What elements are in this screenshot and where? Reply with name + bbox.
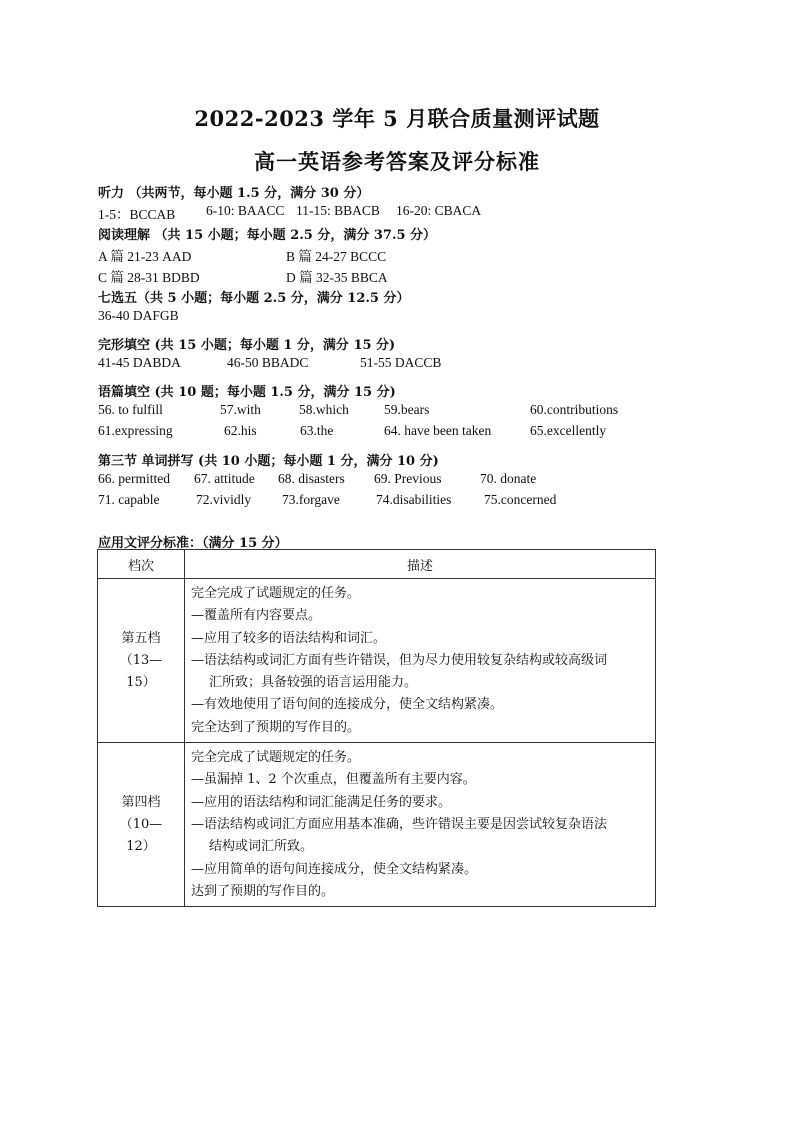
answer-item: 74.disabilities [376, 492, 452, 507]
description-line: 结构或词汇所致。 [209, 839, 314, 855]
grammar-header: 语篇填空 (共 10 题；每小题 1.5 分，满分 15 分) [98, 385, 396, 400]
score-range-start: （13— [119, 652, 163, 668]
answer-item: 67. attitude [194, 471, 255, 486]
spelling-header: 第三节 单词拼写 (共 10 小题；每小题 1 分，满分 10 分) [98, 454, 439, 469]
description-line: 汇所致；具备较强的语言运用能力。 [209, 675, 418, 691]
answer-item: 73.forgave [282, 492, 340, 507]
description-line: —有效地使用了语句间的连接成分，使全文结构紧凑。 [191, 697, 504, 713]
answer-group: 51-55 DACCB [360, 355, 442, 370]
answer-group: 16-20: CBACA [396, 203, 482, 218]
description-line: —虽漏掉 1、2 个次重点，但覆盖所有主要内容。 [191, 772, 476, 788]
description-cell [185, 579, 656, 743]
score-range-end: 12） [126, 838, 156, 854]
reading-header: 阅读理解 （共 15 小题；每小题 2.5 分，满分 37.5 分） [98, 228, 437, 243]
table-row [98, 579, 656, 743]
answer-item: 60.contributions [530, 402, 619, 417]
column-header-grade: 档次 [98, 550, 185, 579]
answer-item: 62.his [224, 423, 257, 438]
answer-item: 72.vividly [196, 492, 252, 507]
answer-group: D 篇 32-35 BBCA [286, 270, 388, 285]
answer-item: 65.excellently [530, 423, 607, 438]
description-line: —覆盖所有内容要点。 [191, 608, 322, 624]
seven-five-answers: 36-40 DAFGB [98, 308, 179, 323]
grade-label: 第五档 [121, 630, 161, 646]
answer-group: 11-15: BBACB [296, 203, 380, 218]
answer-group: 1-5：BCCAB [98, 207, 176, 222]
description-line: 完全完成了试题规定的任务。 [191, 586, 361, 601]
answer-item: 66. permitted [98, 471, 170, 486]
answer-item: 70. donate [480, 471, 537, 486]
answer-group: B 篇 24-27 BCCC [286, 249, 387, 264]
answer-item: 75.concerned [484, 492, 557, 507]
answer-group: 46-50 BBADC [227, 355, 309, 370]
description-line: —语法结构或词汇方面应用基本准确，些许错误主要是因尝试较复杂语法 [191, 816, 608, 832]
description-line: —语法结构或词汇方面有些许错误，但为尽力使用较复杂结构或较高级词 [191, 652, 608, 668]
description-cell [185, 743, 656, 907]
description-line: —应用的语法结构和词汇能满足任务的要求。 [191, 794, 452, 810]
grade-cell [98, 579, 185, 743]
description-line: 完全达到了预期的写作目的。 [191, 719, 361, 735]
answer-item: 56. to fulfill [98, 402, 163, 417]
document-title: 2022-2023 学年 5 月联合质量测评试题 [194, 106, 600, 131]
table-row [98, 743, 656, 907]
answer-item: 57.with [220, 402, 261, 417]
answer-item: 63.the [300, 423, 334, 438]
score-range-start: （10— [119, 816, 163, 832]
score-range-end: 15） [126, 674, 156, 690]
description-line: 完全完成了试题规定的任务。 [191, 750, 361, 766]
answer-item: 58.which [299, 402, 349, 417]
answer-group: C 篇 28-31 BDBD [98, 270, 200, 285]
grade-label: 第四档 [121, 794, 161, 810]
seven-five-header: 七选五（共 5 小题；每小题 2.5 分，满分 12.5 分） [98, 291, 410, 306]
table-header-row [98, 550, 656, 579]
answer-group: A 篇 21-23 AAD [98, 249, 192, 264]
answer-item: 61.expressing [98, 423, 173, 438]
answer-group: 41-45 DABDA [98, 355, 181, 370]
answer-item: 71. capable [98, 492, 160, 507]
writing-rubric-table [97, 549, 656, 907]
description-line: 达到了预期的写作目的。 [191, 883, 335, 899]
answer-item: 64. have been taken [384, 423, 492, 438]
answer-group: 6-10: BAACC [206, 203, 285, 218]
column-header-description: 描述 [185, 550, 656, 579]
description-line: —应用简单的语句间连接成分，使全文结构紧凑。 [191, 861, 478, 877]
answer-item: 68. disasters [278, 471, 345, 486]
description-line: —应用了较多的语法结构和词汇。 [191, 630, 387, 646]
cloze-header: 完形填空 (共 15 小题；每小题 1 分，满分 15 分) [98, 338, 396, 353]
answer-item: 59.bears [384, 402, 430, 417]
document-subtitle: 高一英语参考答案及评分标准 [254, 149, 540, 174]
writing-header: 应用文评分标准：（满分 15 分） [98, 536, 288, 551]
grade-cell [98, 743, 185, 907]
listening-header: 听力 （共两节，每小题 1.5 分，满分 30 分） [98, 186, 370, 201]
answer-item: 69. Previous [374, 471, 442, 486]
